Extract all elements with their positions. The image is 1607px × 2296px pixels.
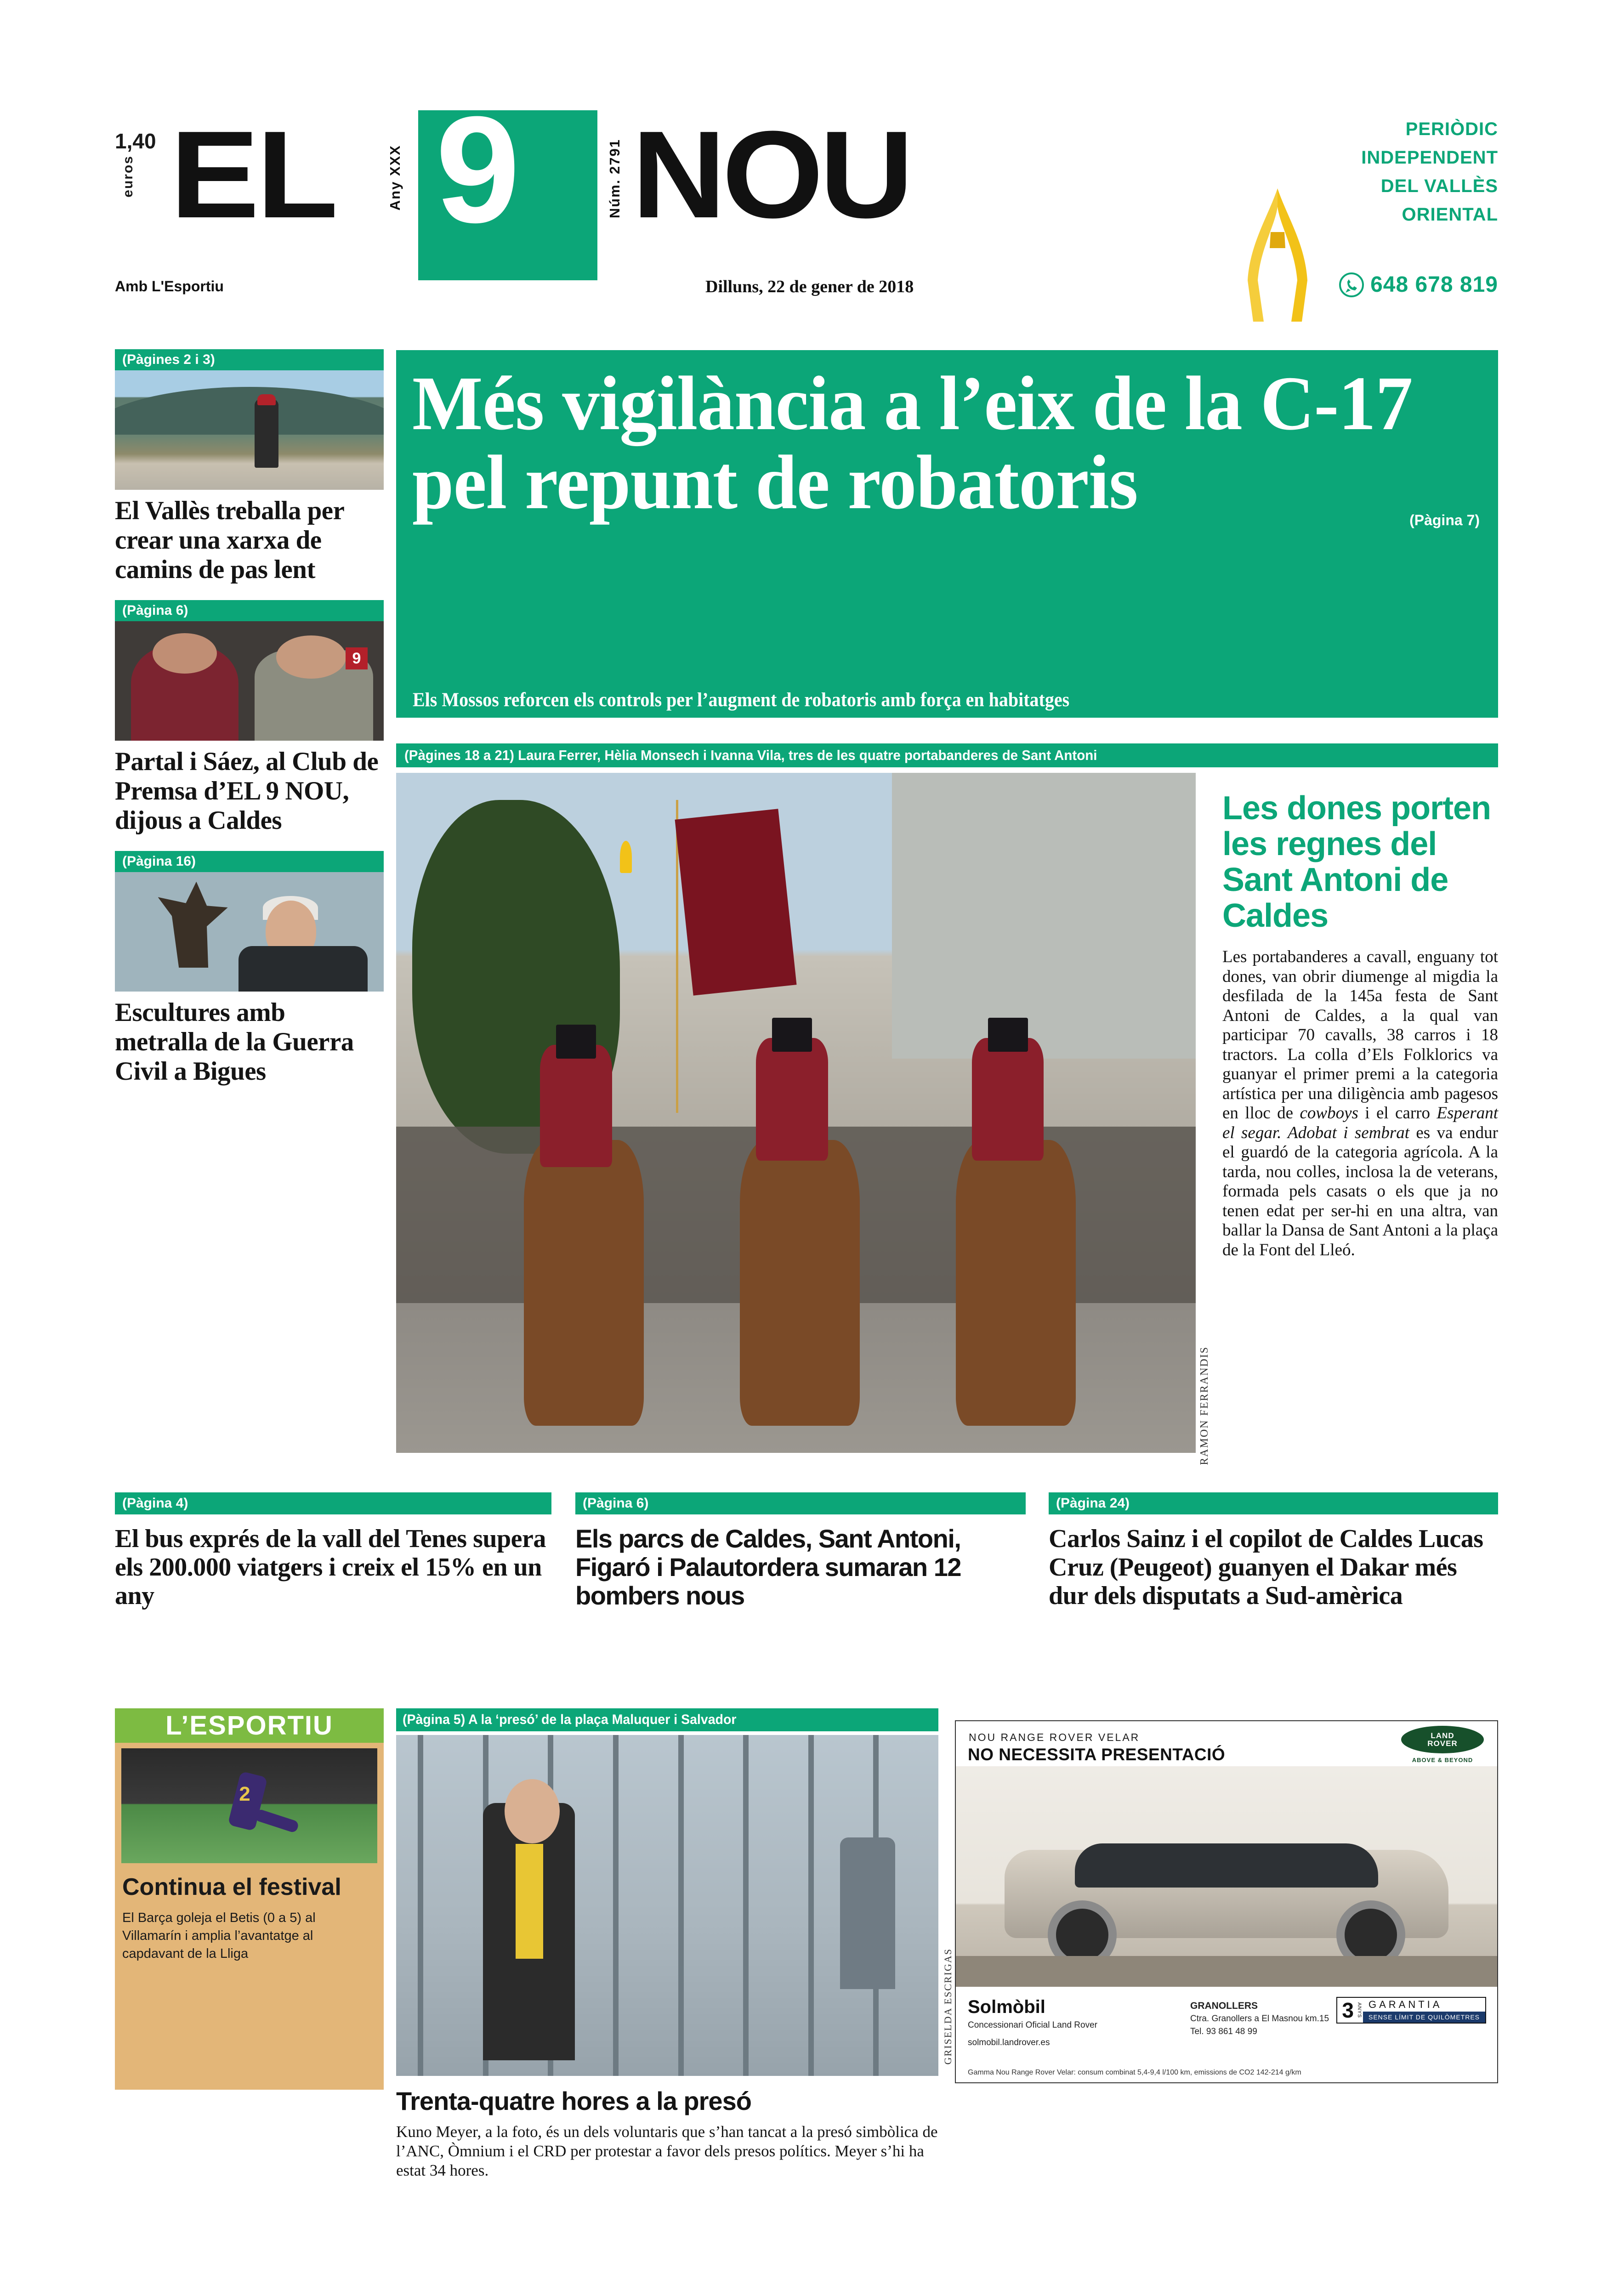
warranty-anys: ANYS: [1356, 2002, 1362, 2018]
body-part-3: es va endur el guardó de la categoria agrícola. A la tarda, nou colles, inclosa la de veterans, formada pels casats o els que ja no tenen edat per ser-hi en una altra, van ballar la Dansa de Sant Antoni a la plaça de la Font del Lleó.: [1222, 1123, 1499, 1259]
main-story-text: [1222, 790, 1498, 1260]
teaser-tag-pages-2-3: [115, 349, 384, 370]
dealer-address-block: [1190, 2000, 1329, 2038]
yellow-ribbon-icon: [1243, 188, 1312, 322]
preso-body: Kuno Meyer, a la foto, és un dels voluntaris que s’han tancat a la presó simbòlica de l’ANC, Òmnium i el CRD per protestar a favor dels presos polítics. Meyer s’hi ha estat 34 hores.: [396, 2123, 938, 2179]
teaser-tag-label: (Pàgina 6): [583, 1496, 649, 1511]
teaser-tag-label: (Pàgina 16): [122, 854, 196, 869]
advert-legal-text: Gamma Nou Range Rover Velar: consum combinat 5,4-9,4 l/100 km, emissions de CO2 142-214 g/km: [968, 2069, 1301, 2076]
preso-tag: [396, 1708, 938, 1731]
land-rover-logo: [1399, 1726, 1486, 1763]
list-item[interactable]: [575, 1492, 1026, 1610]
year-label: Any XXX: [387, 145, 403, 211]
issue-date: Dilluns, 22 de gener de 2018: [705, 277, 914, 296]
tagline-line-3: DEL VALLÈS: [1380, 176, 1498, 196]
tagline-line-4: ORIENTAL: [1402, 204, 1498, 225]
main-story-body: [1222, 947, 1498, 1260]
tagline-line-2: INDEPENDENT: [1361, 147, 1498, 168]
advert-footer: [956, 1987, 1497, 2082]
main-story-tag-label: (Pàgines 18 a 21) Laura Ferrer, Hèlia Monsech i Ivanna Vila, tres de les quatre portabanderes de Sant Antoni: [404, 747, 1097, 763]
press-club-photo: 9: [115, 621, 384, 741]
teaser-headline: Els parcs de Caldes, Sant Antoni, Figaró i Palautordera sumaran 12 bombers nous: [575, 1524, 961, 1610]
brand-line-1: LAND: [1431, 1731, 1454, 1740]
main-story-tag: [396, 743, 1498, 767]
teaser-tag-page-6: [115, 600, 384, 621]
teaser-headline: El bus exprés de la vall del Tenes supera els 200.000 viatgers i creix el 15% en un any: [115, 1525, 546, 1610]
issue-number: Núm. 2791: [607, 139, 623, 219]
tagline-line-1: PERIÒDIC: [1405, 119, 1498, 139]
teaser-row: [115, 1492, 1498, 1672]
teaser-tag-label: (Pàgina 24): [1056, 1496, 1130, 1511]
lead-subheadline-bar: [396, 667, 1498, 718]
price-block: [115, 129, 170, 198]
body-part-2: i el carro: [1358, 1104, 1437, 1122]
advert-header: [956, 1721, 1497, 1766]
teaser-headline: Escultures amb metralla de la Guerra Civil a Bigues: [115, 998, 354, 1086]
warranty-badge: [1336, 1997, 1486, 2024]
esportiu-banner: [115, 1708, 384, 1743]
teaser-tag-label: (Pàgina 6): [122, 603, 188, 618]
body-part-1: Les portabanderes a cavall, enguany tot dones, van obrir diumenge al migdia la desfilada de la 145a festa de Sant Antoni de Caldes, a la qual van participar 70 cavalls, 38 carros i 18 tractors. La colla d’Els Folklorics va guanyar el primer premi a la categoria artística per una diligència amb pagesos en lloc de: [1222, 947, 1498, 1122]
parade-photo-credit: RAMON FERRANDIS: [1198, 1346, 1210, 1465]
land-rover-advert[interactable]: [955, 1720, 1498, 2083]
list-item[interactable]: [115, 1492, 551, 1610]
body-italic-2: Esperant el segar. Adobat i sembrat: [1222, 1104, 1498, 1142]
list-item[interactable]: [115, 349, 384, 584]
masthead: [115, 85, 1498, 308]
dealer-city: GRANOLLERS: [1190, 2001, 1258, 2011]
teaser-tag-label: (Pàgina 4): [122, 1496, 188, 1511]
logo-nou: NOU: [632, 106, 910, 244]
teaser-tag-page-24: [1049, 1492, 1498, 1514]
advert-claim: NO NECESSITA PRESENTACIÓ: [968, 1745, 1226, 1764]
amb-esportiu-label: Amb L'Esportiu: [115, 278, 224, 295]
warranty-sub: SENSE LÍMIT DE QUILÒMETRES: [1363, 2012, 1485, 2023]
brand-line-2: ROVER: [1427, 1739, 1458, 1748]
list-item[interactable]: [115, 851, 384, 1086]
warranty-years: 3: [1342, 1998, 1354, 2022]
esportiu-headline: Continua el festival: [122, 1874, 341, 1900]
teaser-headline: El Vallès treballa per crear una xarxa de camins de pas lent: [115, 496, 344, 584]
lead-subheadline: Els Mossos reforcen els controls per l’augment de robatoris amb força en habitatges: [413, 689, 1070, 711]
preso-tag-label: (Pàgina 5) A la ‘presó’ de la plaça Maluquer i Salvador: [403, 1712, 737, 1727]
tagline: [1361, 115, 1498, 229]
brand-tagline: ABOVE & BEYOND: [1412, 1757, 1473, 1763]
barca-photo: 2: [121, 1748, 377, 1863]
sculptor-photo: [115, 872, 384, 992]
teaser-tag-page-6b: [575, 1492, 1026, 1514]
advert-kicker: NOU RANGE ROVER VELAR: [969, 1731, 1140, 1743]
logo-nine-box: [418, 85, 597, 280]
preso-headline: Trenta-quatre hores a la presó: [396, 2086, 751, 2115]
esportiu-body: El Barça goleja el Betis (0 a 5) al Villamarín i amplia l’avantatge al capdavant de la Lliga: [122, 1910, 316, 1961]
teaser-tag-page-16: [115, 851, 384, 872]
whatsapp-icon: [1339, 272, 1364, 297]
main-story-headline: Les dones porten les regnes del Sant Antoni de Caldes: [1222, 790, 1491, 934]
velar-photo: [956, 1766, 1497, 1987]
whatsapp-contact[interactable]: [1339, 272, 1498, 297]
preso-story[interactable]: [396, 1708, 938, 2180]
teaser-headline: Carlos Sainz i el copilot de Caldes Lucas Cruz (Peugeot) guanyen el Dakar més dur dels disputats a Sud-amèrica: [1049, 1525, 1483, 1610]
dealer-phone: Tel. 93 861 48 99: [1190, 2027, 1257, 2036]
lead-headline: Més vigilància a l’eix de la C-17 pel repunt de robatoris: [412, 361, 1413, 525]
esportiu-logo: L’ESPORTIU: [165, 1711, 333, 1740]
body-italic-1: cowboys: [1300, 1104, 1358, 1122]
logo-el: EL: [170, 106, 335, 244]
teaser-headline: Partal i Sáez, al Club de Premsa d’EL 9 NOU, dijous a Caldes: [115, 747, 379, 835]
teaser-tag-page-4: [115, 1492, 551, 1514]
left-teaser-column: [115, 349, 384, 1086]
preso-photo-credit: GRISELDA ESCRIGAS: [942, 1948, 954, 2065]
lead-headline-block[interactable]: [396, 350, 1498, 699]
teaser-tag-label: (Pàgines 2 i 3): [122, 352, 215, 367]
hiker-photo: [115, 370, 384, 490]
dealer-website[interactable]: solmobil.landrover.es: [968, 2038, 1050, 2047]
dealer-subtitle: Concessionari Oficial Land Rover: [968, 2020, 1097, 2030]
whatsapp-number: 648 678 819: [1370, 272, 1498, 297]
warranty-label: GARANTIA: [1368, 1999, 1442, 2010]
dealer-street: Ctra. Granollers a El Masnou km.15: [1190, 2014, 1329, 2024]
dealer-info: [968, 1997, 1097, 2048]
dealer-name: Solmòbil: [968, 1997, 1045, 2017]
logo-nine: 9: [436, 85, 520, 254]
list-item[interactable]: [1049, 1492, 1498, 1610]
lead-page-ref: (Pàgina 7): [1409, 512, 1480, 528]
price-value: 1,40: [115, 129, 156, 153]
esportiu-box[interactable]: [115, 1708, 384, 2090]
price-currency: euros: [120, 155, 136, 198]
parade-photo: [396, 773, 1196, 1453]
list-item[interactable]: [115, 600, 384, 835]
preso-photo: [396, 1735, 938, 2076]
